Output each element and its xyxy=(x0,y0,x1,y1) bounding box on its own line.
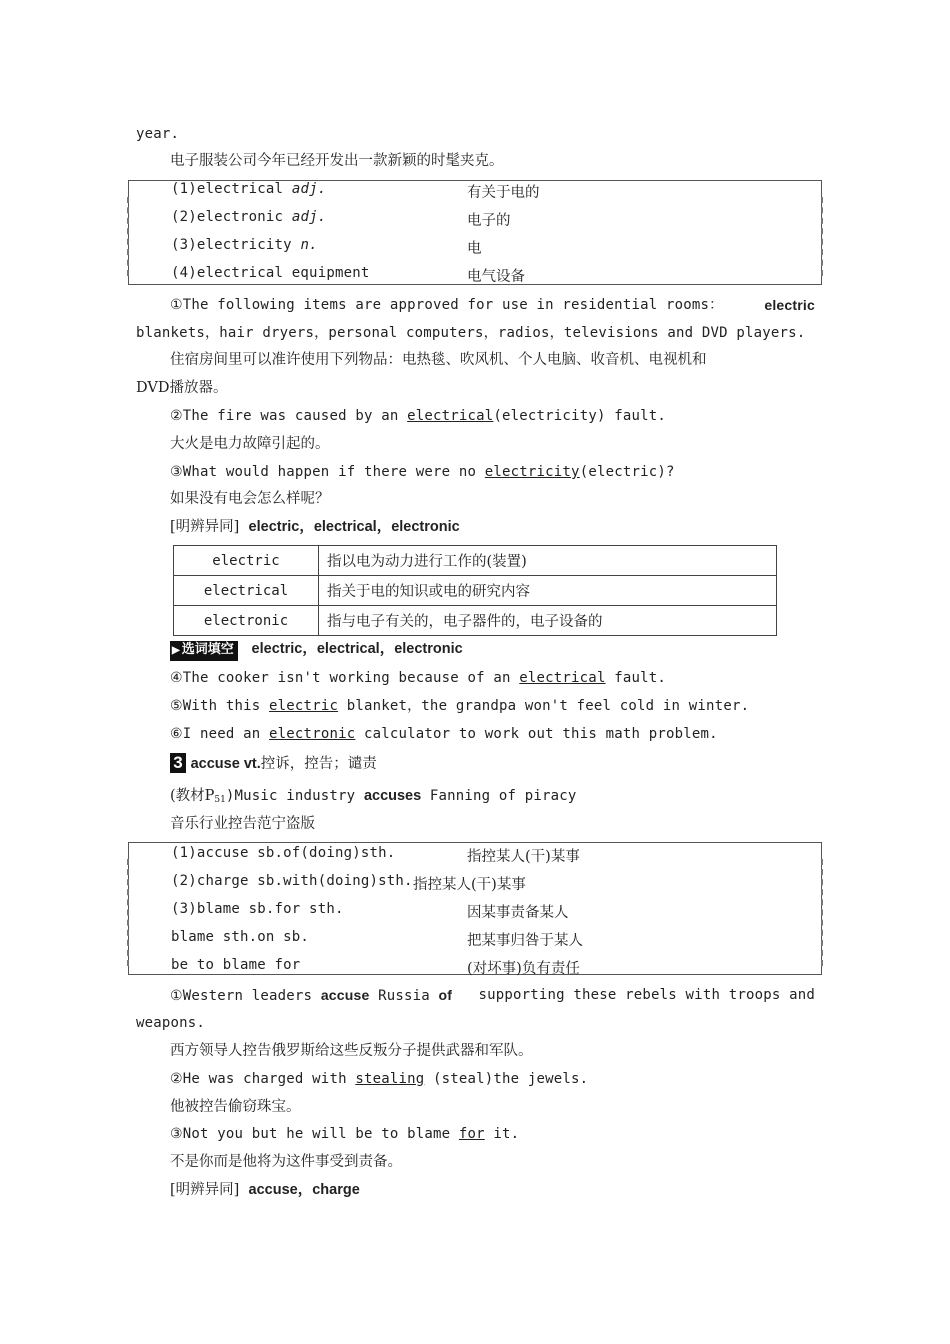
compare-label: [明辨异同] xyxy=(170,1182,240,1198)
compare-words: electric，electrical，electronic xyxy=(248,519,460,535)
translation: DVD播放器。 xyxy=(136,380,228,396)
vocab-row xyxy=(129,205,821,233)
exercise-text: ④The cooker isn't working because of an xyxy=(170,670,520,686)
compare-words: accuse，charge xyxy=(248,1182,360,1198)
source-ref: (教材P xyxy=(170,788,215,804)
exercise-sentence xyxy=(170,696,749,716)
compare-row xyxy=(174,546,777,576)
translation: 如果没有电会怎么样呢？ xyxy=(170,491,330,507)
exercise-text: calculator to work out this math problem. xyxy=(355,726,718,742)
answer-blank: stealing xyxy=(355,1071,425,1087)
fill-tag: ▶ 选词填空 xyxy=(170,641,238,661)
phrase-row xyxy=(129,841,821,869)
compare-word: electronic xyxy=(174,606,319,636)
vocab-word: (1)electrical xyxy=(171,181,292,197)
vocab-row xyxy=(129,233,821,261)
vocab-meaning: 电子的 xyxy=(467,213,511,229)
phrase-box xyxy=(128,842,822,975)
exercise-text: ⑥I need an xyxy=(170,726,270,742)
fill-heading xyxy=(170,639,463,661)
keyword: of xyxy=(438,987,453,1003)
source-sentence xyxy=(170,786,577,810)
answer-blank: electricity xyxy=(484,464,580,480)
compare-row xyxy=(174,606,777,636)
translation: 音乐行业控告范宁盗版 xyxy=(170,816,315,832)
answer-blank: electrical xyxy=(407,408,494,424)
answer-blank: electronic xyxy=(269,726,356,742)
phrase-row xyxy=(129,897,821,925)
exercise-text: fault. xyxy=(605,670,666,686)
phrase: (3)blame sb.for sth. xyxy=(171,901,344,917)
example-text: ②He was charged with xyxy=(170,1071,356,1087)
example-text: ③Not you but he will be to blame xyxy=(170,1126,459,1142)
example-text: weapons. xyxy=(136,1015,206,1031)
example-text: (steal)the jewels. xyxy=(424,1071,589,1087)
answer-blank: electric xyxy=(269,698,339,714)
example-sentence xyxy=(170,1069,588,1089)
source-text: Fanning of piracy xyxy=(421,788,577,804)
example-text: (electricity) fault. xyxy=(493,408,666,424)
translation: 不是你而是他将为这件事受到责备。 xyxy=(170,1154,402,1170)
compare-word: electrical xyxy=(174,576,319,606)
example-text: ①The following items are approved for use in residential rooms： xyxy=(170,297,724,313)
compare-table xyxy=(173,545,777,636)
example-text: Russia xyxy=(369,988,439,1004)
example-sentence xyxy=(170,406,666,426)
phrase: be to blame for xyxy=(171,957,301,973)
phrase-row xyxy=(129,953,821,981)
answer-blank: for xyxy=(458,1126,485,1142)
headword-meaning: 控诉，控告；谴责 xyxy=(260,756,377,772)
phrase: blame sth.on sb. xyxy=(171,929,310,945)
section-heading xyxy=(170,753,377,774)
example-text: supporting these rebels with troops and xyxy=(478,987,815,1003)
vocab-word: (3)electricity xyxy=(171,237,301,253)
vocab-word: (4)electrical equipment xyxy=(171,265,370,281)
compare-row xyxy=(174,576,777,606)
example-sentence xyxy=(170,295,815,315)
part-of-speech: adj. xyxy=(291,181,327,197)
translation: 大火是电力故障引起的。 xyxy=(170,436,330,452)
phrase-meaning: 指控某人(干)某事 xyxy=(467,849,580,865)
vocab-row xyxy=(129,177,821,205)
translation: 电子服装公司今年已经开发出一款新颖的时髦夹克。 xyxy=(170,153,504,169)
example-text: it. xyxy=(484,1126,520,1142)
phrase-meaning: (对坏事)负有责任 xyxy=(467,961,580,977)
section-number: 3 xyxy=(170,753,186,773)
translation: 西方领导人控告俄罗斯给这些反叛分子提供武器和军队。 xyxy=(170,1043,533,1059)
part-of-speech: n. xyxy=(300,237,318,253)
example-text xyxy=(170,985,452,1006)
source-page: 51 xyxy=(214,795,226,805)
example-text: ③What would happen if there were no xyxy=(170,464,485,480)
example-sentence xyxy=(170,1124,519,1144)
example-text: ②The fire was caused by an xyxy=(170,408,408,424)
keyword: electric xyxy=(764,297,815,313)
vocab-box xyxy=(128,180,822,285)
vocab-meaning: 电 xyxy=(467,241,482,257)
example-sentence xyxy=(170,985,815,1006)
phrase-meaning: 把某事归咎于某人 xyxy=(467,933,583,949)
compare-desc: 指以电为动力进行工作的(装置) xyxy=(319,546,777,576)
compare-word: electric xyxy=(174,546,319,576)
answer-blank: electrical xyxy=(519,670,606,686)
phrase: (1)accuse sb.of(doing)sth. xyxy=(171,845,396,861)
exercise-text: blanket，the grandpa won't feel cold in winter. xyxy=(338,698,750,714)
vocab-row xyxy=(129,261,821,289)
phrase-meaning: 因某事责备某人 xyxy=(467,905,569,921)
example-sentence xyxy=(170,462,675,482)
example-text: blankets，hair dryers，personal computers，radios，televisions and DVD players. xyxy=(136,325,806,341)
translation: 住宿房间里可以准许使用下列物品：电热毯、吹风机、个人电脑、收音机、电视机和 xyxy=(170,352,707,368)
part-of-speech: adj. xyxy=(291,209,327,225)
keyword: accuses xyxy=(363,788,422,804)
phrase-row xyxy=(129,869,821,897)
compare-heading xyxy=(170,1180,360,1200)
keyword: accuse xyxy=(320,987,370,1003)
compare-label: [明辨异同] xyxy=(170,519,240,535)
phrase-meaning: 指控某人(干)某事 xyxy=(413,877,526,893)
example-text: (electric)? xyxy=(579,464,675,480)
source-text: )Music industry xyxy=(225,788,364,804)
compare-desc: 指关于电的知识或电的研究内容 xyxy=(319,576,777,606)
example-text: ①Western leaders xyxy=(170,988,321,1004)
phrase: (2)charge sb.with(doing)sth. xyxy=(171,873,413,889)
compare-desc: 指与电子有关的，电子器件的，电子设备的 xyxy=(319,606,777,636)
vocab-meaning: 电气设备 xyxy=(467,269,525,285)
fill-words: electric，electrical，electronic xyxy=(251,641,463,657)
translation: 他被控告偷窃珠宝。 xyxy=(170,1099,301,1115)
vocab-meaning: 有关于电的 xyxy=(467,185,540,201)
compare-heading xyxy=(170,517,460,537)
phrase-row xyxy=(129,925,821,953)
exercise-text: ⑤With this xyxy=(170,698,270,714)
exercise-sentence xyxy=(170,724,718,744)
exercise-sentence xyxy=(170,668,666,688)
vocab-word: (2)electronic xyxy=(171,209,292,225)
text-line: year. xyxy=(136,126,180,142)
headword: accuse vt. xyxy=(190,756,261,772)
